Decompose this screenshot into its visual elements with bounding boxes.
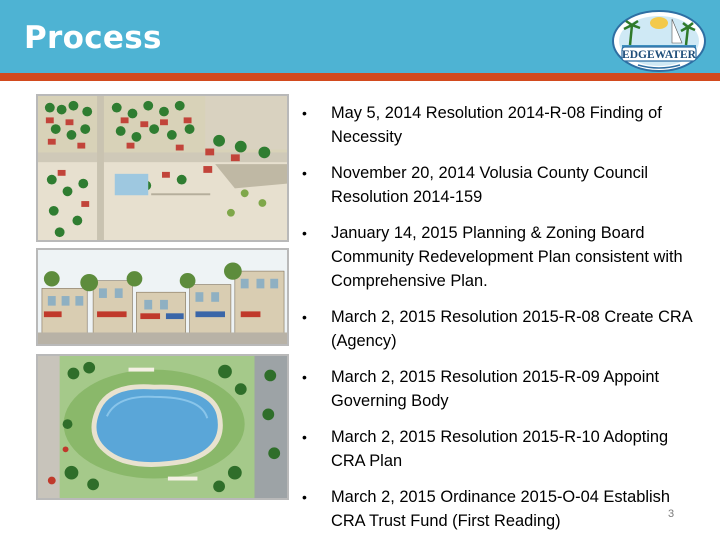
street-elevation-rendering-image <box>36 248 289 346</box>
list-item-text: May 5, 2014 Resolution 2014-R-08 Finding of Necessity <box>331 104 662 146</box>
bullet-marker: • <box>302 369 307 385</box>
list-item-text: January 14, 2015 Planning & Zoning Board Community Redevelopment Plan consistent with Comprehensive Plan. <box>331 224 683 290</box>
list-item-text: March 2, 2015 Resolution 2015-R-10 Adopting CRA Plan <box>331 428 669 470</box>
edgewater-logo <box>608 7 710 73</box>
list-item-text: March 2, 2015 Resolution 2015-R-09 Appoint Governing Body <box>331 368 660 410</box>
bullet-marker: • <box>302 429 307 445</box>
list-item-text: November 20, 2014 Volusia County Council Resolution 2014-159 <box>331 164 649 206</box>
bullet-marker: • <box>302 165 307 181</box>
bullet-marker: • <box>302 309 307 325</box>
bullet-marker: • <box>302 225 307 241</box>
logo-wordmark: EDGEWATER <box>622 49 696 61</box>
list-item-text: March 2, 2015 Resolution 2015-R-08 Create CRA (Agency) <box>331 308 692 350</box>
bullet-marker: • <box>302 489 307 505</box>
park-pond-site-plan-image <box>36 354 289 500</box>
edgewater-seal-icon <box>608 7 710 73</box>
list-item-text: March 2, 2015 Ordinance 2015-O-04 Establish CRA Trust Fund (First Reading) <box>331 488 670 530</box>
site-plan-aerial-image <box>36 94 289 242</box>
slide-title: Process <box>24 20 162 56</box>
page-number: 3 <box>668 508 675 520</box>
bullet-marker: • <box>302 105 307 121</box>
header-accent-rule <box>0 73 720 81</box>
